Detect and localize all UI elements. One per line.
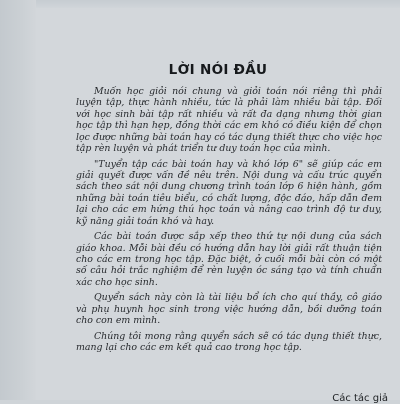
paragraph-4: Quyển sách này còn là tài liệu bổ ích cho quí thầy, cô giáo và phụ huynh học sinh trong việc hướng dẫn, bồi dưỡng toán cho con em mình. xyxy=(76,292,382,327)
page-top-shadow xyxy=(36,0,400,8)
preface-body xyxy=(76,86,382,358)
paragraph-3: Các bài toán được sắp xếp theo thứ tự nội dung của sách giáo khoa. Mỗi bài đều có hướng dẫn hay lời giải rất thuận tiện cho các em trong học tập. Đặc biệt, ở cuối mỗi bài còn có một số câu hỏi trắc nghiệm để rèn luyện óc sáng tạo và tính chuẩn xác cho học sinh. xyxy=(76,231,382,288)
paragraph-2: "Tuyển tập các bài toán hay và khó lớp 6" sẽ giúp các em giải quyết được vấn đề nêu trên. Nội dung và cấu trúc quyển sách theo sát nội dung chương trình toán lớp 6 hiện hành, gồm những bài toán tiêu biểu, có chất lượng, độc đáo, hấp dẫn đem lại cho các em hứng thú học toán và nâng cao trình độ tư duy, kỹ năng giải toán khó và hay. xyxy=(76,158,382,227)
paragraph-1: Muốn học giỏi nói chung và giỏi toán nói riêng thì phải luyện tập, thực hành nhiều, tức là phải làm nhiều bài tập. Đối với học sinh bài tập rất nhiều và rất đa dạng nhưng thời gian học tập thì hạn hẹp, đồng thời các em khó có điều kiện để chọn lọc được những bài toán hay có tác dụng thiết thực cho việc học tập rèn luyện và phát triển tư duy toán học của mình. xyxy=(76,86,382,155)
page-gutter-shadow xyxy=(0,0,36,400)
author-signature: Các tác giả xyxy=(332,393,388,404)
paragraph-5: Chúng tôi mong rằng quyển sách sẽ có tác dụng thiết thực, mang lại cho các em kết quả cao trong học tập. xyxy=(76,330,382,354)
page-title: LỜI NÓI ĐẦU xyxy=(168,62,268,78)
book-page xyxy=(36,0,400,404)
